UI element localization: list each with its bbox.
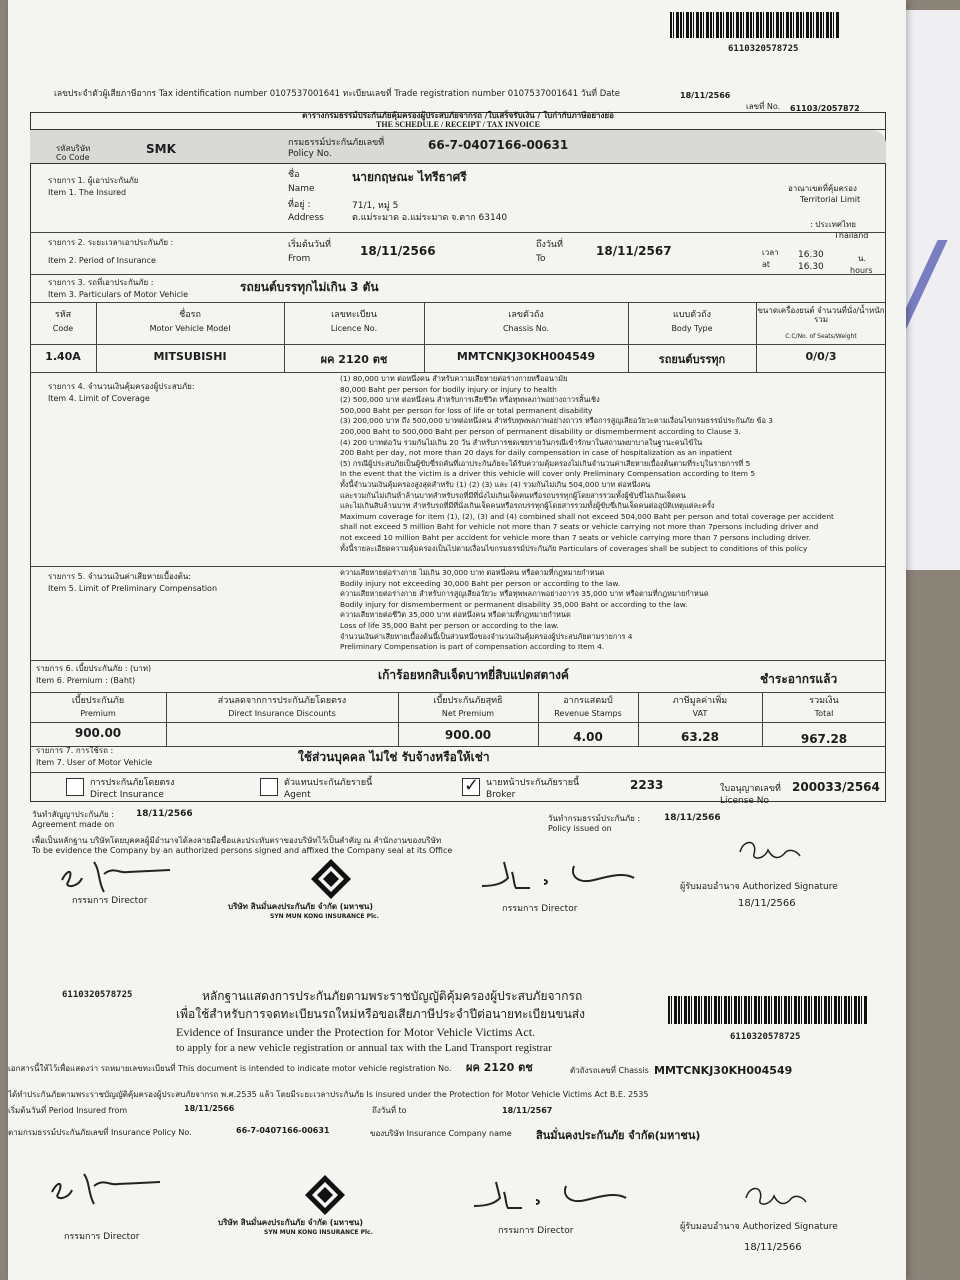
vehicle-header-code-en: Code (52, 324, 74, 333)
doc-no: 61103/2057872 (790, 104, 860, 113)
authorized-signature-2 (736, 1176, 816, 1216)
title-en: THE SCHEDULE / RECEIPT / TAX INVOICE (376, 120, 540, 129)
unit-en: hours (850, 266, 873, 275)
time-th: เวลา (762, 248, 779, 257)
stamp-value: 4.00 (573, 730, 603, 744)
company-name-th-2: บริษัท สินมั่นคงประกันภัย จำกัด (มหาชน) (218, 1218, 364, 1227)
agreement-label-th: วันทำสัญญาประกันภัย : (32, 810, 114, 819)
license-label-en: License No (720, 796, 770, 806)
text-line: ความเสียหายต่อชีวิต 35,000 บาท ต่อหนึ่งคน หรือตามที่กฎหมายกำหนด (340, 610, 571, 620)
insured-address-2: ต.แม่ระมาด อ.แม่ระมาด จ.ตาก 63140 (352, 213, 508, 223)
vehicle-header-chassis-en: Chassis No. (502, 324, 550, 333)
broker-number: 2233 (630, 778, 664, 792)
insured-name: นายกฤษณะ ไทรีธาศรี (352, 170, 467, 184)
item2-label-en: Item 2. Period of Insurance (48, 256, 156, 265)
unit-th: น. (858, 254, 867, 263)
vehicle-code: 1.40A (45, 350, 81, 363)
evidence-policy: 66-7-0407166-00631 (236, 1126, 330, 1135)
time-en: at (762, 260, 771, 269)
total-header-en: Total (814, 709, 834, 718)
policy-number: 66-7-0407166-00631 (428, 138, 569, 152)
text-line: Bodily injury not exceeding 30,000 Baht per person or according to the law. (340, 578, 621, 588)
text-line: และรวมกันไม่เกินห้าล้านบาทสำหรับรถที่มีที่นั่งไม่เกินเจ็ดคนหรือรถบรรทุกผู้โดยสารรวมทั้งผู้ขับขี่ไม่เกินเจ็ดคน (340, 490, 686, 500)
vehicle-licence: ผค 2120 ตช (320, 353, 388, 366)
insured-address-1: 71/1, หมู่ 5 (352, 201, 399, 211)
net-premium-header-en: Net Premium (441, 709, 495, 718)
title-th: ตารางกรมธรรม์ประกันภัยคุ้มครองผู้ประสบภัยจากรถ /ใบเสร็จรับเงิน / ใบกำกับภาษีอย่างย่อ (302, 111, 614, 120)
director-signature-4 (466, 1172, 636, 1216)
territory-th: อาณาเขตที่คุ้มครอง (788, 184, 857, 193)
evidence-line-3: เริ่มต้นวันที่ Period Insured from (8, 1106, 128, 1115)
stamp-paid: ชำระอากรแล้ว (760, 672, 838, 686)
stamp-header: อากรแสตมป์ (563, 696, 613, 706)
authorized-label-2: ผู้รับมอบอำนาจ Authorized Signature (680, 1222, 838, 1232)
vehicle-chassis: MMTCNKJ30KH004549 (456, 350, 596, 363)
text-line: not exceed 10 million Baht per accident for vehicle more than 7 seats or vehicle carrying more than 7 persons including driver. (340, 532, 811, 542)
evidence-title-en1: Evidence of Insurance under the Protection for Motor Vehicle Victims Act. (176, 1025, 536, 1039)
evidence-chassis: MMTCNKJ30KH004549 (654, 1064, 793, 1077)
authorized-label: ผู้รับมอบอำนาจ Authorized Signature (680, 882, 838, 892)
vehicle-header-chassis: เลขตัวถัง (508, 310, 544, 320)
coverage-text (340, 374, 880, 554)
license-number: 200033/2564 (792, 780, 880, 794)
evidence-line-2: ได้ทำประกันภัยตามพระราชบัญญัติคุ้มครองผู้ประสบภัยจากรถ พ.ศ.2535 แล้ว โดยมีระยะเวลาประกันภัย Is insured under the Protection for Motor Vehicle Victims Act B.E. 2535 (8, 1090, 649, 1099)
period-to: 18/11/2567 (596, 244, 672, 258)
vat-header: ภาษีมูลค่าเพิ่ม (672, 696, 728, 706)
direct-checkbox[interactable] (66, 778, 84, 796)
vehicle-type: รถยนต์บรรทุกไม่เกิน 3 ตัน (240, 280, 379, 294)
text-line: shall not exceed 5 million Baht for vehicle not more than 7 seats or vehicle carrying not more than 7persons including driver and (340, 522, 819, 532)
premium-header: เบี้ยประกันภัย (71, 696, 125, 706)
premium-value: 900.00 (74, 726, 122, 740)
barcode-bottom (668, 996, 868, 1024)
text-line: 500,000 Baht per person for loss of life or total permanent disability (340, 405, 593, 415)
co-code-value: SMK (146, 142, 176, 156)
total-header: รวมเงิน (809, 696, 839, 706)
agent-label-en: Agent (284, 790, 311, 800)
item1-label-th: รายการ 1. ผู้เอาประกันภัย (48, 176, 139, 185)
amount-in-words: เก้าร้อยหกสิบเจ็ดบาทยี่สิบแปดสตางค์ (378, 668, 569, 682)
item5-label-th: รายการ 5. จำนวนเงินค่าเสียหายเบื้องต้น: (48, 572, 192, 581)
director-signature-1 (48, 852, 188, 896)
to-en: To (536, 254, 546, 264)
divider (30, 746, 886, 747)
director-label-4: กรรมการ Director (498, 1226, 574, 1236)
evidence-title-th2: เพื่อใช้สำหรับการจดทะเบียนรถใหม่หรือขอเสียภาษีประจำปีต่อนายทะเบียนขนส่ง (176, 1007, 585, 1021)
tax-line: เลขประจำตัวผู้เสียภาษีอากร Tax identification number 0107537001641 ทะเบียนเลขที่ Trade registration number 0107537001641 วันที่ Date (54, 89, 621, 99)
vehicle-usage: ใช้ส่วนบุคคล ไม่ใช่ รับจ้างหรือให้เช่า (298, 750, 490, 764)
discount-header: ส่วนลดจากการประกันภัยโดยตรง (217, 696, 347, 706)
total-value: 967.28 (800, 732, 848, 746)
text-line: ความเสียหายต่อร่างกาย สำหรับการสูญเสียอวัยวะ หรือทุพพลภาพอย่างถาวร 35,000 บาท หรือตามที่กฎหมายกำหนด (340, 589, 709, 599)
co-code-label-en: Co Code (56, 153, 90, 162)
vehicle-engine: 0/0/3 (805, 350, 837, 363)
direct-label-en: Direct Insurance (90, 790, 164, 800)
text-line: (4) 200 บาทต่อวัน รวมกันไม่เกิน 20 วัน สำหรับการชดเชยรายวันกรณีเข้ารักษาในสถานพยาบาลในฐานะคนไข้ใน (340, 437, 703, 447)
divider (30, 344, 886, 345)
divider (30, 660, 886, 661)
evidence-number-2: 6110320578725 (730, 1032, 801, 1042)
vehicle-model: MITSUBISHI (153, 350, 227, 363)
evidence-company: สินมั่นคงประกันภัย จำกัด(มหาชน) (536, 1129, 701, 1142)
text-line: (1) 80,000 บาท ต่อหนึ่งคน สำหรับความเสียหายต่อร่างกายหรืออนามัย (340, 374, 568, 383)
vehicle-header-model-en: Motor Vehicle Model (149, 324, 231, 333)
doc-number-top: 6110320578725 (728, 44, 799, 54)
company-logo-icon (304, 1174, 346, 1216)
vehicle-header-engine-en: C.C/No. of Seats/Weight (785, 333, 857, 340)
check-icon: ✓ (464, 775, 480, 796)
divider (30, 372, 886, 373)
agent-label-th: ตัวแทนประกันภัยรายนี้ (284, 778, 373, 788)
text-line: (3) 200,000 บาท ถึง 500,000 บาทต่อหนึ่งคน สำหรับทุพพลภาพอย่างถาวร หรือการสูญเสียอวัยวะตามเงื่อนไขกรมธรรม์ประกันภัย ข้อ 3 (340, 416, 774, 426)
vehicle-header-code: รหัส (54, 310, 72, 320)
evidence-line-4: ตามกรมธรรม์ประกันภัยเลขที่ Insurance Policy No. (8, 1128, 192, 1137)
text-line: Bodily injury for dismemberment or permanent disability 35,000 Baht or according to the law. (340, 599, 688, 609)
net-premium-value: 900.00 (444, 728, 492, 742)
text-line: จำนวนเงินค่าเสียหายเบื้องต้นนี้เป็นส่วนหนึ่งของจำนวนเงินคุ้มครองผู้ประสบภัยตามรายการ 4 (340, 631, 633, 641)
text-line: (5) กรณีผู้ประสบภัยเป็นผู้ขับขี่รถคันที่เอาประกันภัยจะได้รับความคุ้มครองไม่เกินจำนวนค่าเสียหายเบื้องต้นตามที่ระบุในรายการที่ 5 (340, 458, 751, 468)
agreement-date: 18/11/2566 (136, 809, 193, 819)
text-line: In the event that the victim is a driver this vehicle will cover only Preliminary Compensation according to Item 5 (340, 469, 756, 479)
evidence-title-th1: หลักฐานแสดงการประกันภัยตามพระราชบัญญัติคุ้มครองผู้ประสบภัยจากรถ (202, 989, 583, 1003)
item1-label-en: Item 1. The Insured (48, 188, 127, 197)
preliminary-text (340, 568, 880, 653)
divider (30, 274, 886, 275)
issued-label-en: Policy issued on (548, 824, 612, 833)
premium-header-en: Premium (80, 709, 116, 718)
vehicle-header-licence: เลขทะเบียน (331, 310, 377, 320)
co-code-label-th: รหัสบริษัท (56, 144, 91, 153)
text-line: Maximum coverage for item (1), (2), (3) and (4) combined shall not exceed 504,000 Baht per person and total coverage per accident (340, 511, 834, 521)
vat-header-en: VAT (692, 709, 708, 718)
divider (30, 232, 886, 233)
vehicle-body: รถยนต์บรรทุก (658, 353, 726, 366)
evidence-th: เพื่อเป็นหลักฐาน บริษัทโดยบุคคลผู้มีอำนาจได้ลงลายมือชื่อและประทับตราของบริษัทไว้เป็นสำคัญ ณ สำนักงานของบริษัท (32, 836, 442, 845)
evidence-chassis-label: ตัวถังรถเลขที่ Chassis (570, 1066, 649, 1075)
evidence-en: To be evidence the Company by an authorized persons signed and affixed the Company seal at its Office (32, 846, 453, 855)
item5-label-en: Item 5. Limit of Preliminary Compensation (48, 584, 218, 593)
company-name-en: SYN MUN KONG INSURANCE Plc. (270, 913, 379, 920)
direct-label-th: การประกันภัยโดยตรง (90, 778, 175, 788)
evidence-to-label: ถึงวันที่ to (372, 1106, 407, 1115)
item1-addr-th: ที่อยู่ : (288, 200, 311, 210)
text-line: (2) 500,000 บาท ต่อหนึ่งคน สำหรับการเสียชีวิต หรือทุพพลภาพอย่างถาวรสิ้นเชิง (340, 395, 600, 405)
agent-checkbox[interactable] (260, 778, 278, 796)
director-label-3: กรรมการ Director (64, 1232, 140, 1242)
company-name-th: บริษัท สินมั่นคงประกันภัย จำกัด (มหาชน) (228, 902, 374, 911)
text-line: 80,000 Baht per person for bodily injury or injury to health (340, 384, 557, 394)
item6-label-en: Item 6. Premium : (Baht) (36, 676, 136, 685)
authorized-date: 18/11/2566 (738, 898, 796, 909)
evidence-line-1: เอกสารนี้ให้ไว้เพื่อแสดงว่า รถหมายเลขทะเบียนที่ This document is intended to indicate motor vehicle registration No. (8, 1064, 452, 1073)
from-th: เริ่มต้นวันที่ (288, 240, 331, 250)
director-label-1: กรรมการ Director (72, 896, 148, 906)
item1-name-en: Name (288, 184, 315, 194)
text-line: และไม่เกินสิบล้านบาท สำหรับรถที่มีที่นั่งเกินเจ็ดคนหรือรถบรรทุกผู้โดยสารรวมทั้งผู้ขับขี่เกินเจ็ดคนต่ออุบัติเหตุแต่ละครั้ง (340, 501, 715, 511)
item4-label-en: Item 4. Limit of Coverage (48, 394, 150, 403)
item1-name-th: ชื่อ (288, 170, 300, 180)
policy-label-en: Policy No. (288, 149, 332, 159)
evidence-company-label: ของบริษัท Insurance Company name (370, 1129, 512, 1138)
vehicle-header-licence-en: Licence No. (330, 324, 378, 333)
text-line: 200 Baht per day, not more than 20 days for daily compensation in case of hospitalization as an inpatient (340, 448, 733, 458)
date-top: 18/11/2566 (680, 91, 731, 100)
text-line: ความเสียหายต่อร่างกาย ไม่เกิน 30,000 บาท ต่อหนึ่งคน หรือตามที่กฎหมายกำหนด (340, 568, 605, 577)
territory-en: Territorial Limit (800, 195, 861, 204)
vat-value: 63.28 (681, 730, 719, 744)
from-en: From (288, 254, 311, 264)
vehicle-header-body-en: Body Type (671, 324, 713, 333)
country-th: : ประเทศไทย (810, 220, 856, 229)
issued-label-th: วันทำกรมธรรม์ประกันภัย : (548, 814, 641, 823)
broker-label-th: นายหน้าประกันภัยรายนี้ (486, 778, 580, 788)
evidence-to: 18/11/2567 (502, 1106, 553, 1115)
company-logo-icon (310, 858, 352, 900)
broker-label-en: Broker (486, 790, 516, 800)
text-line: 200,000 Baht to 500,000 Baht per person of permanent disability or dismemberment according to Clause 3. (340, 426, 741, 436)
company-name-en-2: SYN MUN KONG INSURANCE Plc. (264, 1229, 373, 1236)
director-signature-2 (474, 852, 644, 896)
net-premium-header: เบี้ยประกันภัยสุทธิ (433, 696, 503, 706)
agreement-label-en: Agreement made on (32, 820, 115, 829)
divider (30, 692, 886, 693)
item2-label-th: รายการ 2. ระยะเวลาเอาประกันภัย : (48, 238, 174, 247)
to-th: ถึงวันที่ (536, 240, 563, 250)
barcode-top (670, 12, 840, 38)
discount-header-en: Direct Insurance Discounts (228, 709, 336, 718)
text-line: Preliminary Compensation is part of compensation according to Item 4. (340, 642, 605, 652)
period-from: 18/11/2566 (360, 244, 436, 258)
evidence-from: 18/11/2566 (184, 1104, 235, 1113)
text-line: Loss of life 35,000 Baht per person or according to the law. (340, 620, 559, 630)
item3-label-en: Item 3. Particulars of Motor Vehicle (48, 290, 189, 299)
evidence-title-en2: to apply for a new vehicle registration or annual tax with the Land Transport registrar (176, 1042, 552, 1054)
item6-label-th: รายการ 6. เบี้ยประกันภัย : (บาท) (36, 664, 152, 673)
text-line: ทั้งนี้จำนวนเงินคุ้มครองสูงสุดสำหรับ (1) (2) (3) และ (4) รวมกันไม่เกิน 504,000 บาท ต่อหนึ่งคน (340, 479, 651, 489)
vehicle-header-model: ชื่อรถ (179, 310, 201, 320)
evidence-number: 6110320578725 (62, 990, 133, 1000)
evidence-registration: ผค 2120 ตช (466, 1061, 533, 1074)
broker-checkbox[interactable] (462, 775, 480, 796)
vehicle-header-body: แบบตัวถัง (673, 310, 711, 320)
time-value-1: 16.30 (798, 250, 824, 260)
item3-label-th: รายการ 3. รถที่เอาประกันภัย : (48, 278, 154, 287)
item1-addr-en: Address (288, 213, 324, 223)
divider (30, 302, 886, 303)
director-signature-3 (38, 1164, 178, 1208)
issued-date: 18/11/2566 (664, 813, 721, 823)
divider (30, 772, 886, 773)
item7-label-en: Item 7. User of Motor Vehicle (36, 758, 153, 767)
director-label-2: กรรมการ Director (502, 904, 578, 914)
document-page (8, 0, 906, 1280)
license-label-th: ใบอนุญาตเลขที่ (720, 784, 781, 794)
stamp-header-en: Revenue Stamps (554, 709, 622, 718)
item7-label-th: รายการ 7. การใช้รถ : (36, 746, 114, 755)
authorized-signature (730, 830, 810, 870)
authorized-date-2: 18/11/2566 (744, 1242, 802, 1253)
divider (30, 566, 886, 567)
no-label: เลขที่ No. (746, 102, 781, 111)
text-line: ทั้งนี้รายละเอียดความคุ้มครองเป็นไปตามเงื่อนไขกรมธรรม์ประกันภัย Particulars of coverages shall be subject to conditions of this policy (340, 543, 808, 553)
time-value-2: 16.30 (798, 262, 824, 272)
policy-label-th: กรมธรรม์ประกันภัยเลขที่ (288, 138, 385, 148)
divider (30, 722, 886, 723)
item4-label-th: รายการ 4. จำนวนเงินคุ้มครองผู้ประสบภัย: (48, 382, 195, 391)
country-en: Thailand (834, 231, 869, 240)
vehicle-header-engine: ขนาดเครื่องยนต์ จำนวนที่นั่ง/น้ำหนักรวม (757, 306, 885, 324)
